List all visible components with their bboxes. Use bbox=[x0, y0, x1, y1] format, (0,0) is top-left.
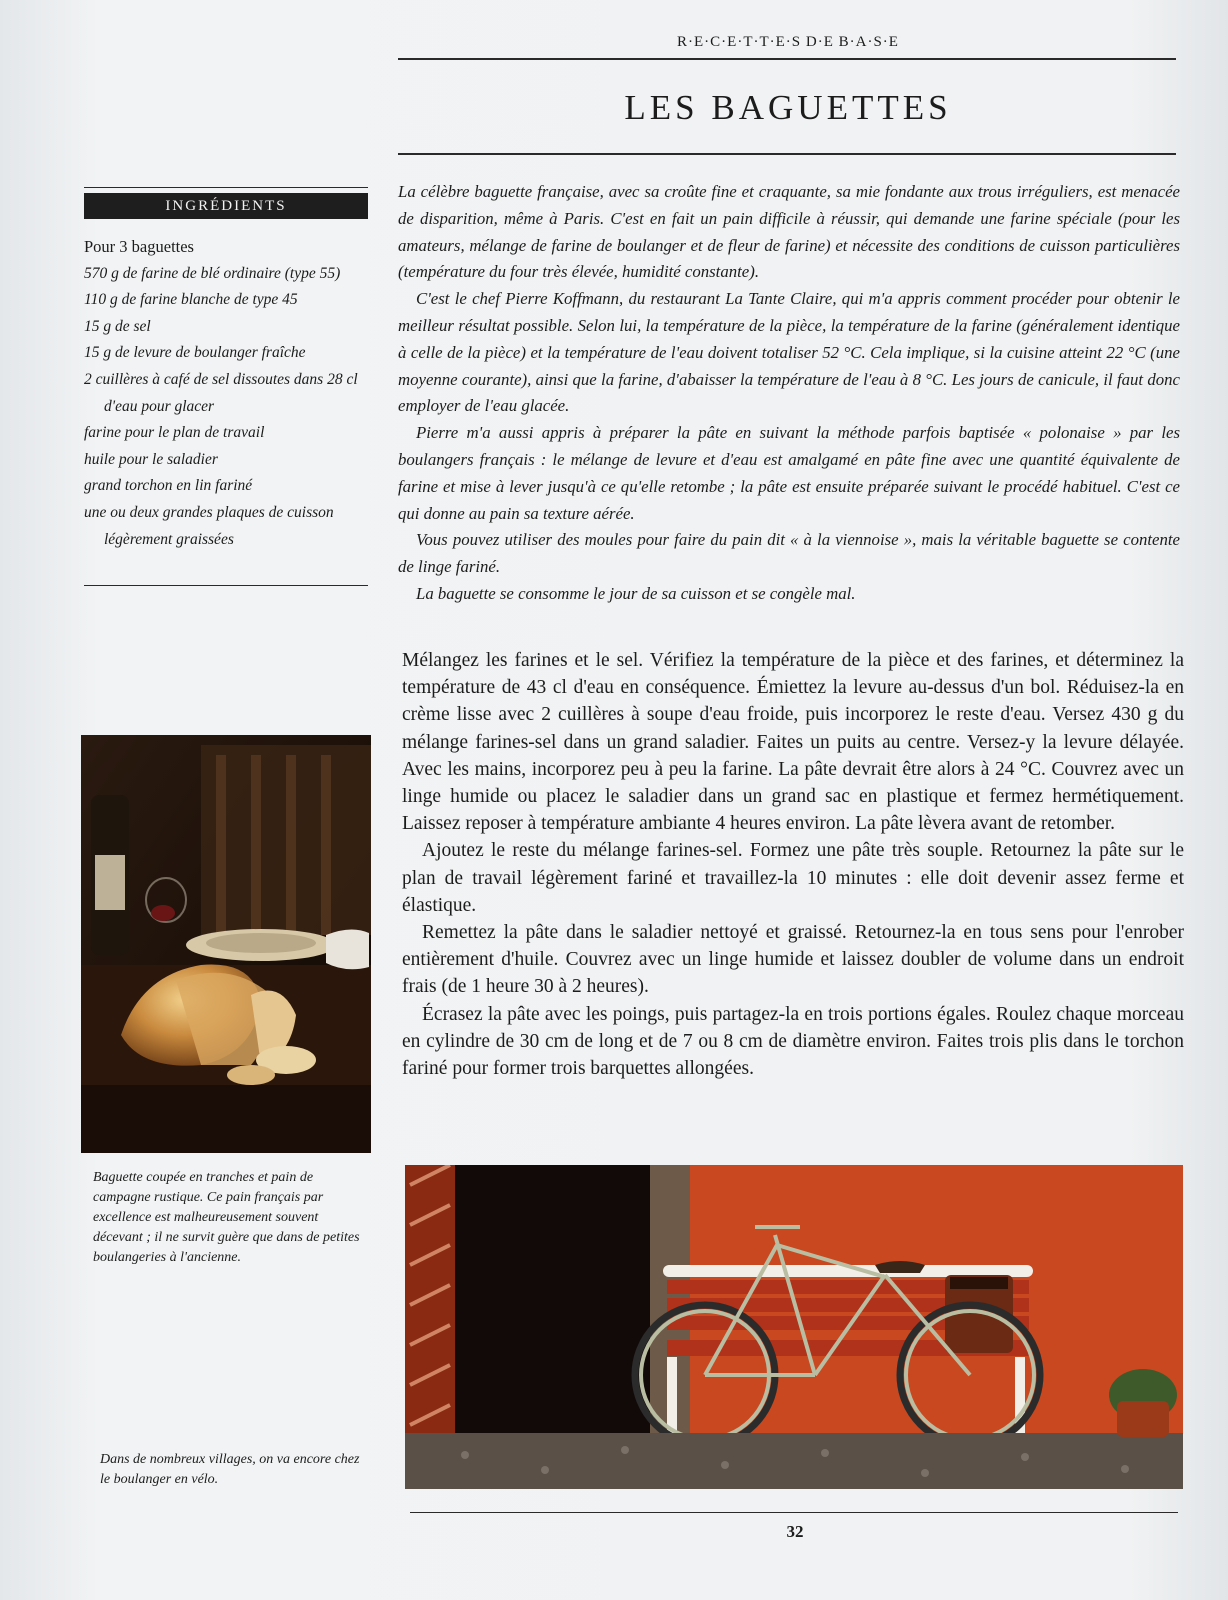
title-rule bbox=[398, 153, 1176, 155]
footer-rule bbox=[410, 1512, 1178, 1513]
ingredient-item: 15 g de sel bbox=[84, 317, 151, 335]
method-paragraph: Écrasez la pâte avec les poings, puis partagez-la en trois portions égales. Roulez chaque morceau en cylindre de 30 cm de long et de 7 ou 8 cm de diamètre environ. Faites trois plis dans le torchon fariné pour former trois barquettes allongées. bbox=[402, 1003, 1184, 1080]
bread-photo bbox=[81, 735, 371, 1153]
header-rule bbox=[398, 58, 1176, 60]
method-paragraph: Remettez la pâte dans le saladier nettoyé et graissé. Retournez-la en tous sens pour l'enrober entièrement d'huile. Couvrez avec un linge humide et laissez doubler de volume dans un endroit frais (de 1 heure 30 à 2 heures). bbox=[402, 922, 1184, 998]
intro-paragraph: C'est le chef Pierre Koffmann, du restaurant La Tante Claire, qui m'a appris comment procéder pour obtenir le meilleur résultat possible. Selon lui, la température de la pièce, la température de la farine (généralement identique à celle de la pièce) et la température de l'eau doivent totaliser 52 °C. Cela implique, si la cuisine atteint 22 °C (une moyenne courante), ainsi que la farine, d'abaisser la température de l'eau à 8 °C. Les jours de canicule, il faut donc employer de l'eau glacée. bbox=[398, 289, 1180, 416]
intro-paragraph: Vous pouvez utiliser des moules pour faire du pain dit « à la viennoise », mais la véritable baguette se contente de linge fariné. bbox=[398, 530, 1180, 577]
page-number: 32 bbox=[786, 1522, 804, 1541]
ingredient-item: grand torchon en lin fariné bbox=[84, 477, 253, 495]
ingredients-top-rule bbox=[84, 187, 368, 188]
ingredient-item: farine pour le plan de travail bbox=[84, 424, 265, 442]
intro-paragraph: La baguette se consomme le jour de sa cuisson et se congèle mal. bbox=[416, 583, 856, 603]
intro-paragraph: La célèbre baguette française, avec sa croûte fine et craquante, sa mie fondante aux trous irréguliers, est menacée de disparition, même à Paris. C'est en fait un pain difficile à réussir, qui demande une farine spéciale (pour les amateurs, mélange de farine de boulanger et de fleur de farine) et nécessite des conditions de cuisson particulières (température du four très élevée, humidité constante). bbox=[398, 182, 1180, 282]
ingredient-item: 15 g de levure de boulanger fraîche bbox=[84, 344, 306, 362]
intro-text bbox=[398, 179, 1180, 608]
ingredient-item: 2 cuillères à café de sel dissoutes dans 28 cl d'eau pour glacer bbox=[84, 370, 358, 415]
ingredient-item: 110 g de farine blanche de type 45 bbox=[84, 291, 298, 309]
ingredients-bottom-rule bbox=[84, 585, 368, 586]
bicycle-photo bbox=[405, 1165, 1183, 1489]
running-head: R·E·C·E·T·T·E·S D·E B·A·S·E bbox=[677, 34, 899, 50]
ingredient-item: huile pour le saladier bbox=[84, 450, 218, 468]
intro-paragraph: Pierre m'a aussi appris à préparer la pâte en suivant la méthode parfois baptisée « polonaise » par les boulangers français : le mélange de levure et d'eau est amalgamé en pâte fine avec une quantité équivalente de farine et mise à lever jusqu'à ce qu'elle retombe ; la pâte est ensuite préparée suivant le procédé habituel. C'est ce qui donne au pain sa texture aérée. bbox=[398, 423, 1180, 523]
page-title: LES BAGUETTES bbox=[624, 88, 952, 127]
ingredient-item: 570 g de farine de blé ordinaire (type 55) bbox=[84, 264, 341, 282]
ingredients-yield: Pour 3 baguettes bbox=[84, 237, 194, 256]
ingredients-heading: INGRÉDIENTS bbox=[84, 193, 368, 219]
ingredients-list bbox=[84, 234, 374, 553]
ingredient-item: une ou deux grandes plaques de cuisson légèrement graissées bbox=[84, 503, 334, 548]
method-paragraph: Mélangez les farines et le sel. Vérifiez la température de la pièce et des farines, et déterminez la température de 43 cl d'eau en conséquence. Émiettez la levure au-dessus d'un bol. Réduisez-la en crème lisse avec 2 cuillères à soupe d'eau froide, puis incorporez le reste d'eau. Versez 430 g du mélange farines-sel dans un grand saladier. Faites un puits au centre. Versez-y la levure délayée. Avec les mains, incorporez peu à peu la farine. La pâte devrait être alors à 24 °C. Couvrez avec un linge humide ou placez le saladier dans un grand sac en plastique et fermez hermétiquement. Laissez reposer à température ambiante 4 heures environ. La pâte lèvera avant de retomber. bbox=[402, 650, 1184, 835]
bicycle-caption: Dans de nombreux villages, on va encore chez le boulanger en vélo. bbox=[100, 1452, 360, 1487]
method-paragraph: Ajoutez le reste du mélange farines-sel. Formez une pâte très souple. Retournez la pâte sur le plan de travail légèrement fariné et travaillez-la 10 minutes : elle doit devenir assez ferme et élastique. bbox=[402, 840, 1184, 916]
method-text bbox=[402, 647, 1184, 1082]
bread-caption: Baguette coupée en tranches et pain de campagne rustique. Ce pain français par excellence est malheureusement souvent décevant ; il ne survit guère que dans de petites boulangeries à l'ancienne. bbox=[93, 1170, 360, 1265]
